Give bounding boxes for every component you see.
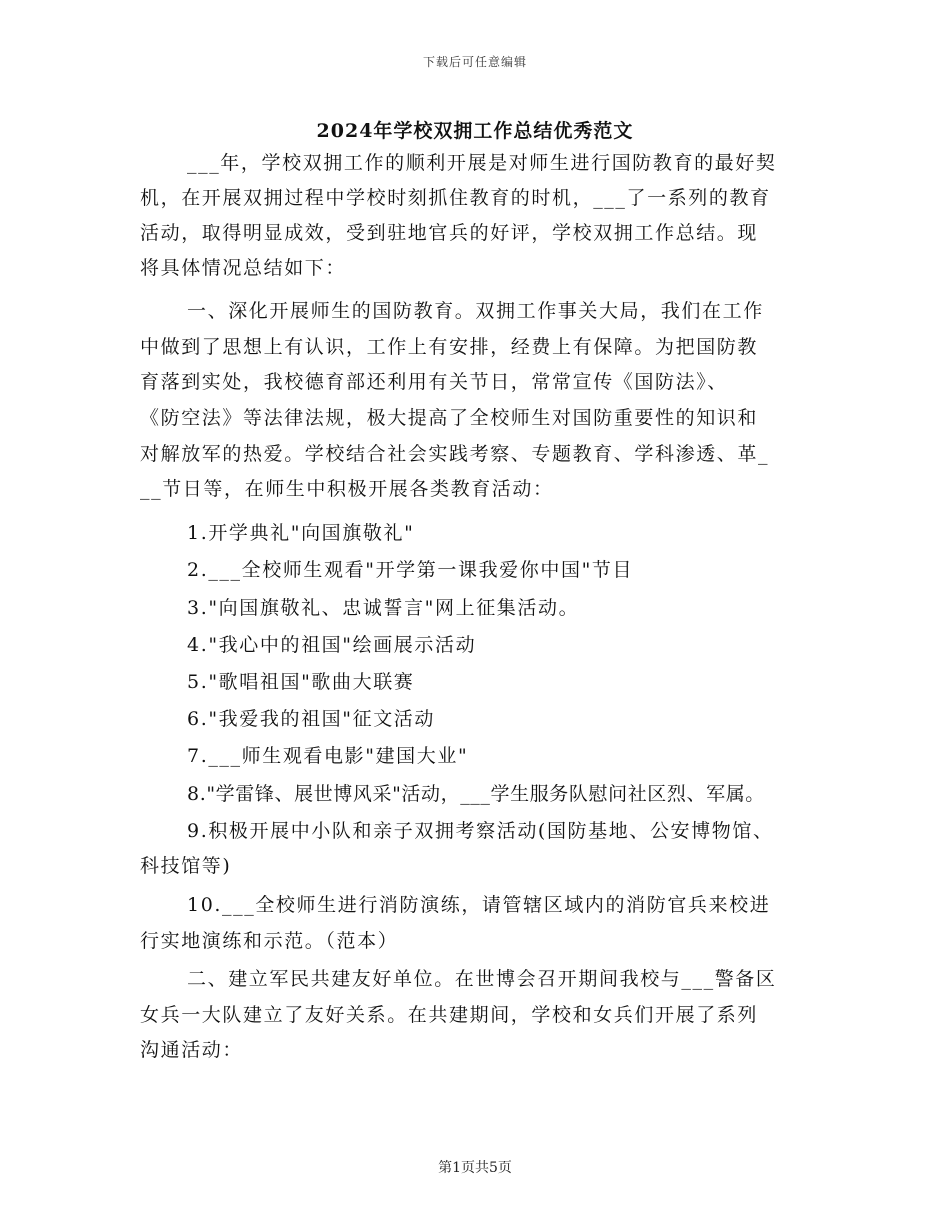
paragraph-line: 中做到了思想上有认识，工作上有安排，经费上有保障。为把国防教: [140, 336, 759, 358]
list-item: 10.___全校师生进行消防演练，请管辖区域内的消防官兵来校进: [187, 894, 771, 916]
header-note: 下载后可任意编辑: [422, 55, 527, 69]
list-item: 3."向国旗敬礼、忠诚誓言"网上征集活动。: [187, 597, 580, 619]
paragraph-line: __节日等，在师生中积极开展各类教育活动：: [140, 478, 554, 500]
list-item-continuation: 科技馆等): [140, 855, 232, 877]
list-item: 9.积极开展中小队和亲子双拥考察活动(国防基地、公安博物馆、: [187, 820, 774, 842]
list-item: 7.___师生观看电影"建国大业": [187, 745, 469, 767]
list-item: 5."歌唱祖国"歌曲大联赛: [187, 671, 415, 693]
paragraph-line: 对解放军的热爱。学校结合社会实践考察、专题教育、学科渗透、革_: [140, 443, 770, 465]
list-item-continuation: 行实地演练和示范。（范本）: [140, 930, 399, 952]
list-item: 2.___全校师生观看"开学第一课我爱你中国"节目: [187, 559, 634, 581]
paragraph-line: 一、深化开展师生的国防教育。双拥工作事关大局，我们在工作: [187, 300, 764, 322]
paragraph-line: ___年，学校双拥工作的顺利开展是对师生进行国防教育的最好契: [187, 152, 777, 174]
page-footer: 第1页共5页: [438, 1160, 512, 1176]
paragraph-line: 活动，取得明显成效，受到驻地官兵的好评，学校双拥工作总结。现: [140, 222, 759, 244]
paragraph-line: 沟通活动：: [140, 1039, 244, 1061]
paragraph-line: 育落到实处，我校德育部还利用有关节日，常常宣传《国防法》、: [140, 371, 728, 393]
paragraph-line: 二、建立军民共建友好单位。在世博会召开期间我校与___警备区: [187, 968, 777, 990]
list-item: 4."我心中的祖国"绘画展示活动: [187, 634, 477, 656]
list-item: 6."我爱我的祖国"征文活动: [187, 708, 436, 730]
paragraph-line: 机，在开展双拥过程中学校时刻抓住教育的时机，___了一系列的教育: [140, 187, 771, 209]
document-title: 2024年学校双拥工作总结优秀范文: [316, 120, 634, 142]
paragraph-line: 《防空法》等法律法规，极大提高了全校师生对国防重要性的知识和: [140, 407, 759, 429]
list-item: 8."学雷锋、展世博风采"活动，___学生服务队慰问社区烈、军属。: [187, 783, 765, 805]
paragraph-line: 将具体情况总结如下：: [140, 257, 347, 279]
paragraph-line: 女兵一大队建立了友好关系。在共建期间，学校和女兵们开展了系列: [140, 1004, 759, 1026]
list-item: 1.开学典礼"向国旗敬礼": [187, 522, 415, 544]
